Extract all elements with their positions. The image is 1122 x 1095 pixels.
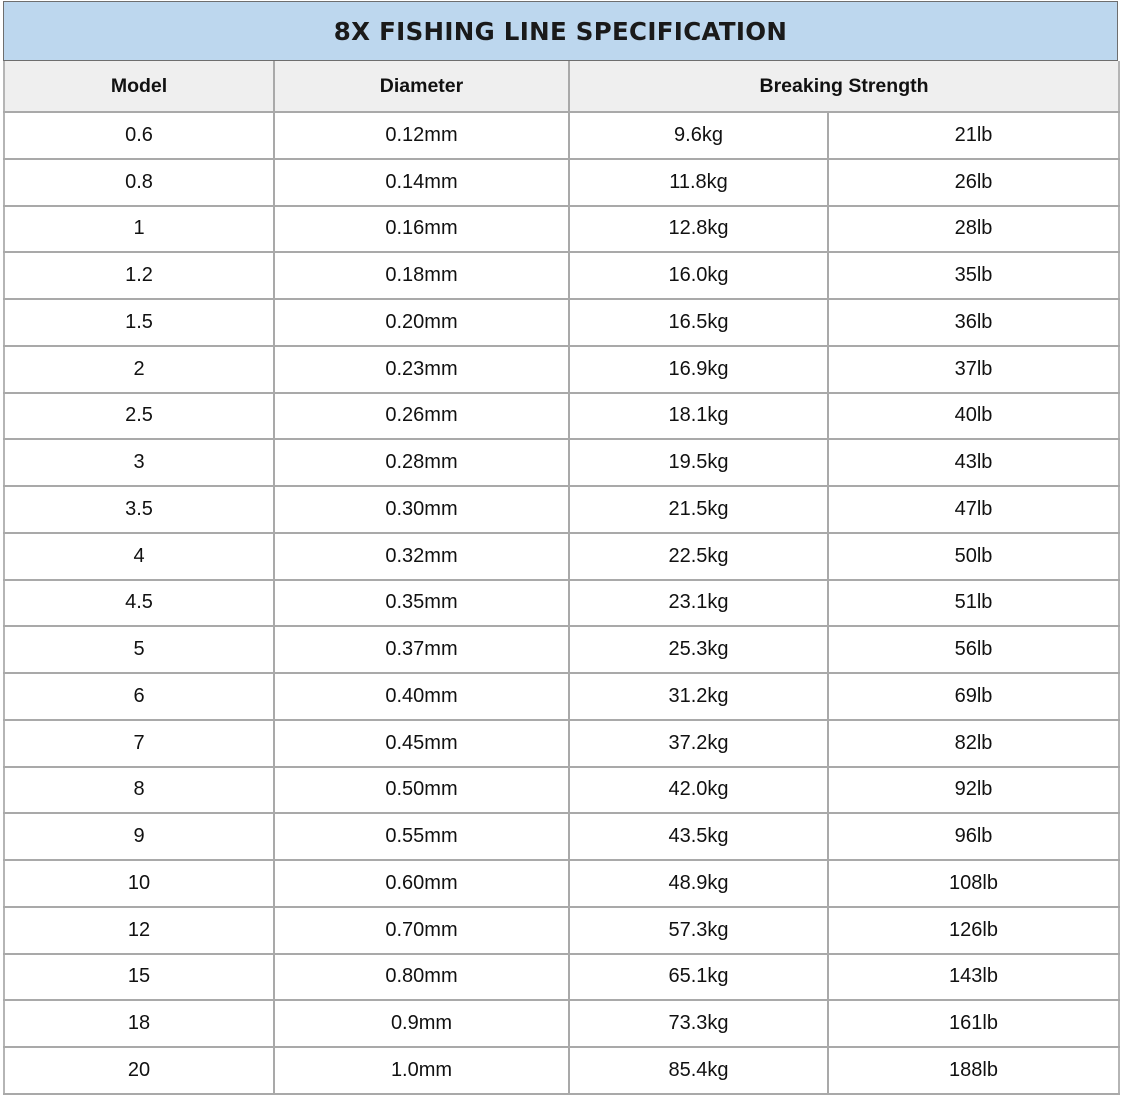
- cell-diameter: 0.40mm: [274, 673, 569, 720]
- table-row: [4, 206, 1119, 253]
- table-row: [4, 860, 1119, 907]
- table-row: [4, 346, 1119, 393]
- table-row: [4, 299, 1119, 346]
- table-row: [4, 767, 1119, 814]
- cell-model: 0.6: [4, 112, 274, 159]
- cell-breaking-strength-lb: 92lb: [828, 767, 1119, 814]
- cell-diameter: 0.37mm: [274, 626, 569, 673]
- table-row: [4, 533, 1119, 580]
- cell-breaking-strength-kg: 85.4kg: [569, 1047, 828, 1094]
- cell-breaking-strength-kg: 48.9kg: [569, 860, 828, 907]
- cell-breaking-strength-kg: 21.5kg: [569, 486, 828, 533]
- table-row: [4, 673, 1119, 720]
- cell-model: 1.2: [4, 252, 274, 299]
- cell-breaking-strength-lb: 126lb: [828, 907, 1119, 954]
- table-header: [4, 61, 1119, 112]
- cell-model: 12: [4, 907, 274, 954]
- cell-diameter: 0.28mm: [274, 439, 569, 486]
- spec-table: [3, 61, 1120, 1095]
- cell-diameter: 0.20mm: [274, 299, 569, 346]
- cell-model: 18: [4, 1000, 274, 1047]
- cell-model: 2.5: [4, 393, 274, 440]
- header-row: [4, 61, 1119, 112]
- cell-model: 0.8: [4, 159, 274, 206]
- cell-breaking-strength-lb: 26lb: [828, 159, 1119, 206]
- cell-model: 3.5: [4, 486, 274, 533]
- cell-model: 1.5: [4, 299, 274, 346]
- cell-diameter: 0.16mm: [274, 206, 569, 253]
- cell-breaking-strength-lb: 82lb: [828, 720, 1119, 767]
- cell-model: 1: [4, 206, 274, 253]
- cell-diameter: 0.9mm: [274, 1000, 569, 1047]
- cell-breaking-strength-kg: 73.3kg: [569, 1000, 828, 1047]
- cell-breaking-strength-lb: 161lb: [828, 1000, 1119, 1047]
- cell-breaking-strength-kg: 37.2kg: [569, 720, 828, 767]
- cell-model: 5: [4, 626, 274, 673]
- cell-model: 7: [4, 720, 274, 767]
- cell-model: 15: [4, 954, 274, 1001]
- cell-breaking-strength-kg: 18.1kg: [569, 393, 828, 440]
- table-row: [4, 954, 1119, 1001]
- cell-diameter: 0.70mm: [274, 907, 569, 954]
- cell-breaking-strength-kg: 12.8kg: [569, 206, 828, 253]
- cell-breaking-strength-kg: 9.6kg: [569, 112, 828, 159]
- cell-breaking-strength-lb: 108lb: [828, 860, 1119, 907]
- cell-diameter: 0.45mm: [274, 720, 569, 767]
- cell-breaking-strength-kg: 16.9kg: [569, 346, 828, 393]
- table-row: [4, 159, 1119, 206]
- cell-breaking-strength-kg: 65.1kg: [569, 954, 828, 1001]
- cell-breaking-strength-kg: 19.5kg: [569, 439, 828, 486]
- table-row: [4, 439, 1119, 486]
- cell-diameter: 0.26mm: [274, 393, 569, 440]
- cell-model: 6: [4, 673, 274, 720]
- cell-breaking-strength-kg: 11.8kg: [569, 159, 828, 206]
- table-row: [4, 1000, 1119, 1047]
- table-row: [4, 813, 1119, 860]
- cell-breaking-strength-kg: 16.0kg: [569, 252, 828, 299]
- cell-breaking-strength-lb: 21lb: [828, 112, 1119, 159]
- table-row: [4, 907, 1119, 954]
- cell-breaking-strength-lb: 56lb: [828, 626, 1119, 673]
- cell-breaking-strength-lb: 40lb: [828, 393, 1119, 440]
- cell-breaking-strength-lb: 28lb: [828, 206, 1119, 253]
- cell-breaking-strength-kg: 22.5kg: [569, 533, 828, 580]
- cell-diameter: 0.35mm: [274, 580, 569, 627]
- cell-diameter: 0.50mm: [274, 767, 569, 814]
- cell-diameter: 0.32mm: [274, 533, 569, 580]
- cell-model: 20: [4, 1047, 274, 1094]
- cell-breaking-strength-kg: 42.0kg: [569, 767, 828, 814]
- cell-breaking-strength-lb: 47lb: [828, 486, 1119, 533]
- header-breaking-strength: Breaking Strength: [569, 61, 1119, 112]
- cell-breaking-strength-lb: 35lb: [828, 252, 1119, 299]
- table-row: [4, 580, 1119, 627]
- table-body: [4, 112, 1119, 1094]
- cell-model: 8: [4, 767, 274, 814]
- header-model: Model: [4, 61, 274, 112]
- cell-breaking-strength-lb: 36lb: [828, 299, 1119, 346]
- cell-model: 2: [4, 346, 274, 393]
- cell-breaking-strength-kg: 25.3kg: [569, 626, 828, 673]
- cell-breaking-strength-kg: 43.5kg: [569, 813, 828, 860]
- cell-model: 4.5: [4, 580, 274, 627]
- cell-model: 9: [4, 813, 274, 860]
- cell-diameter: 1.0mm: [274, 1047, 569, 1094]
- cell-breaking-strength-lb: 50lb: [828, 533, 1119, 580]
- cell-diameter: 0.30mm: [274, 486, 569, 533]
- cell-breaking-strength-lb: 96lb: [828, 813, 1119, 860]
- table-row: [4, 626, 1119, 673]
- cell-breaking-strength-kg: 23.1kg: [569, 580, 828, 627]
- table-row: [4, 486, 1119, 533]
- cell-diameter: 0.12mm: [274, 112, 569, 159]
- spec-table-container: [3, 1, 1118, 1095]
- table-row: [4, 720, 1119, 767]
- table-row: [4, 252, 1119, 299]
- cell-model: 3: [4, 439, 274, 486]
- cell-breaking-strength-kg: 31.2kg: [569, 673, 828, 720]
- table-row: [4, 393, 1119, 440]
- cell-model: 10: [4, 860, 274, 907]
- cell-diameter: 0.18mm: [274, 252, 569, 299]
- cell-breaking-strength-lb: 143lb: [828, 954, 1119, 1001]
- cell-breaking-strength-lb: 37lb: [828, 346, 1119, 393]
- cell-diameter: 0.80mm: [274, 954, 569, 1001]
- cell-breaking-strength-lb: 43lb: [828, 439, 1119, 486]
- cell-diameter: 0.55mm: [274, 813, 569, 860]
- cell-breaking-strength-lb: 69lb: [828, 673, 1119, 720]
- table-title: 8X FISHING LINE SPECIFICATION: [3, 1, 1118, 61]
- header-diameter: Diameter: [274, 61, 569, 112]
- cell-breaking-strength-lb: 51lb: [828, 580, 1119, 627]
- cell-breaking-strength-kg: 16.5kg: [569, 299, 828, 346]
- cell-diameter: 0.14mm: [274, 159, 569, 206]
- cell-model: 4: [4, 533, 274, 580]
- table-row: [4, 112, 1119, 159]
- cell-breaking-strength-lb: 188lb: [828, 1047, 1119, 1094]
- table-row: [4, 1047, 1119, 1094]
- cell-diameter: 0.60mm: [274, 860, 569, 907]
- cell-breaking-strength-kg: 57.3kg: [569, 907, 828, 954]
- cell-diameter: 0.23mm: [274, 346, 569, 393]
